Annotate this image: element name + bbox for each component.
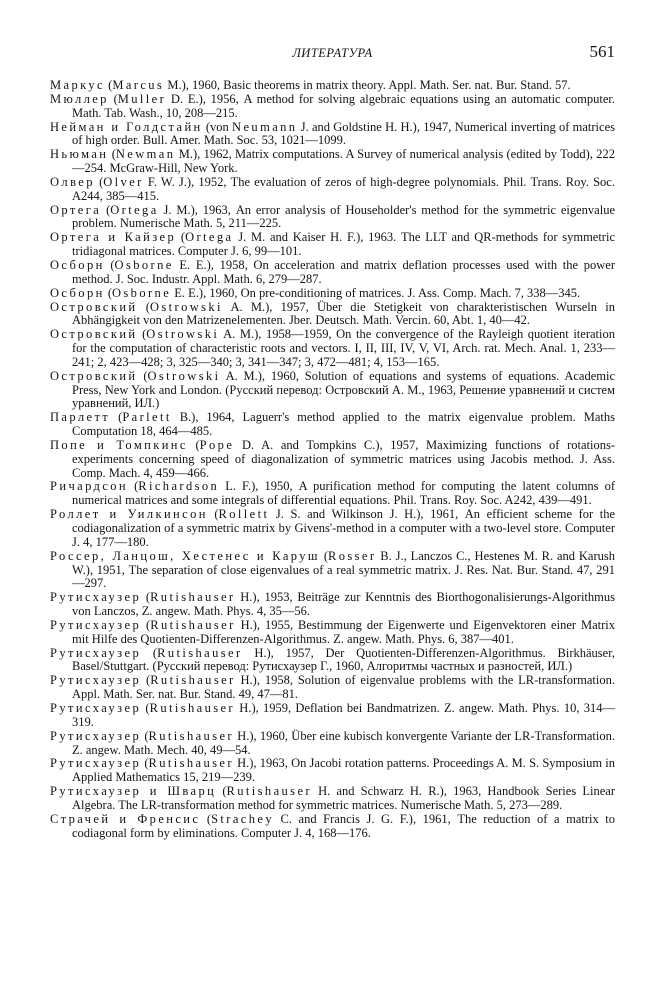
reference-entry bbox=[50, 785, 615, 813]
reference-authors: Страчей и Френсис bbox=[50, 811, 201, 826]
reference-latin-name: Osborne bbox=[111, 285, 172, 300]
reference-latin-name: Rutishauser bbox=[150, 617, 236, 632]
reference-latin-name: Muller bbox=[117, 91, 167, 106]
reference-details: J. M. and Kaiser H. F.), 1963. The LLT and QR-methods for symmetric tridiagonal matrices. Computer J. 6, 99—101. bbox=[72, 230, 615, 259]
reference-entry bbox=[50, 121, 615, 149]
reference-lead: ( bbox=[187, 437, 200, 452]
reference-latin-name: Olver bbox=[103, 174, 144, 189]
reference-details: H.), 1959, Deflation bei Bandmatrizen. Z. angew. Math. Phys. 10, 314—319. bbox=[72, 700, 615, 729]
reference-latin-name: Rutishauser bbox=[150, 673, 236, 688]
reference-latin-name: Richardson bbox=[138, 479, 220, 494]
reference-authors: Рутисхаузер bbox=[50, 673, 142, 688]
reference-authors: Осборн bbox=[50, 285, 105, 300]
reference-entry bbox=[50, 550, 615, 592]
running-title: ЛИТЕРАТУРА bbox=[292, 46, 373, 60]
reference-entry bbox=[50, 301, 615, 329]
reference-entry bbox=[50, 328, 615, 370]
reference-entry bbox=[50, 480, 615, 508]
reference-lead: ( bbox=[207, 507, 219, 522]
reference-latin-name: Ostrowski bbox=[147, 368, 221, 383]
reference-authors: Рутисхаузер bbox=[50, 700, 142, 715]
reference-lead: ( bbox=[141, 756, 149, 771]
reference-lead: ( bbox=[101, 202, 111, 217]
reference-authors: Рутисхаузер и Шварц bbox=[50, 784, 217, 799]
reference-authors: Олвер bbox=[50, 174, 95, 189]
reference-lead: ( bbox=[104, 257, 115, 272]
reference-list bbox=[50, 79, 615, 840]
page-header bbox=[50, 42, 615, 66]
reference-latin-name: Rutishauser bbox=[226, 784, 312, 799]
page-number: 561 bbox=[589, 42, 615, 61]
reference-details: B. J., Lanczos C., Hestenes M. R. and Karush W.), 1951, The separation of close eigenvalues of a real symmetric matrix. J. Res. Nat. Bur. Stand. 47, 291—297. bbox=[72, 548, 615, 591]
reference-lead: ( bbox=[141, 617, 151, 632]
reference-authors: Ортега и Кайзер bbox=[50, 230, 177, 245]
reference-entry bbox=[50, 370, 615, 412]
reference-lead: ( bbox=[110, 410, 123, 425]
reference-lead: ( bbox=[176, 230, 186, 245]
reference-lead: ( bbox=[108, 91, 118, 106]
reference-authors: Рутисхаузер bbox=[50, 756, 142, 771]
reference-lead: (von bbox=[202, 119, 233, 134]
reference-latin-name: Strachey bbox=[211, 811, 274, 826]
reference-latin-name: Newman bbox=[115, 147, 176, 162]
reference-details: A. M.), 1957, Über die Stetigkeit von charakteristischen Wurseln in Abhängigkeit von den Matrizenelementen. Jber. Deutsch. Math. Vercin. 60, Abt. 1, 40—42. bbox=[72, 299, 615, 328]
reference-entry bbox=[50, 411, 615, 439]
reference-latin-name: Pope bbox=[199, 437, 235, 452]
reference-entry bbox=[50, 730, 615, 758]
reference-lead: ( bbox=[141, 590, 151, 605]
reference-entry bbox=[50, 813, 615, 841]
reference-details: H.), 1963, On Jacobi rotation patterns. Proceedings A. M. S. Symposium in Applied Mathematics 15, 219—239. bbox=[72, 756, 615, 785]
reference-lead: ( bbox=[141, 645, 158, 660]
reference-details: H.), 1958, Solution of eigenvalue problems with the LR-transformation. Appl. Math. Ser. nat. Bur. Stand. 49, 47—81. bbox=[72, 673, 615, 702]
reference-latin-name: Rutishauser bbox=[149, 700, 235, 715]
reference-lead: ( bbox=[216, 784, 227, 799]
reference-details: H. and Schwarz H. R.), 1963, Handbook Series Linear Algebra. The LR-transformation method for symmetric matrices. Numerische Math. 5, 273—289. bbox=[72, 784, 615, 812]
reference-lead: ( bbox=[108, 147, 116, 162]
reference-details: J. M.), 1963, An error analysis of Householder's method for the symmetric eigenvalue problem. Numerische Math. 5, 211—225. bbox=[72, 202, 615, 231]
reference-entry bbox=[50, 591, 615, 619]
reference-entry bbox=[50, 287, 615, 301]
reference-details: H.), 1953, Beiträge zur Kenntnis des Biorthogonalisierungs-Algorithmus von Lanczos, Z. angew. Math. Phys. 4, 35—56. bbox=[72, 590, 615, 619]
reference-details: H.), 1955, Bestimmung der Eigenwerte und Eigenvektoren einer Matrix mit Hilfe des Quotienten-Differenzen-Algorithmus. Z. angew. Math. Phys. 6, 387—401. bbox=[72, 617, 615, 646]
reference-entry bbox=[50, 702, 615, 730]
reference-entry bbox=[50, 439, 615, 481]
reference-details: E. E.), 1958, On acceleration and matrix deflation processes used with the power method. J. Soc. Industr. Appl. Math. 6, 279—287. bbox=[72, 257, 615, 286]
reference-latin-name: Ostrowski bbox=[149, 299, 223, 314]
reference-details: M.), 1960, Basic theorems in matrix theory. Appl. Math. Ser. nat. Bur. Stand. 57. bbox=[164, 78, 571, 92]
reference-details: L. F.), 1950, A purification method for computing the latent columns of numerical matrices and some integrals of differential equations. Phil. Trans. Roy. Soc. A242, 439—491. bbox=[72, 479, 615, 508]
reference-details: J. S. and Wilkinson J. H.), 1961, An efficient scheme for the codiagonalization of a symmetric matrix by Givens'-method in a computer with a two-level store. Computer J. 4, 177—180. bbox=[72, 507, 615, 549]
reference-authors: Островский bbox=[50, 299, 138, 314]
reference-lead: ( bbox=[141, 700, 150, 715]
reference-entry bbox=[50, 508, 615, 550]
reference-latin-name: Rutishauser bbox=[148, 728, 234, 743]
reference-lead: ( bbox=[94, 174, 104, 189]
reference-entry bbox=[50, 647, 615, 675]
reference-authors: Ричардсон bbox=[50, 479, 129, 494]
reference-details: B.), 1964, Laguerr's method applied to the matrix eigenvalue problem. Maths Computation 18, 464—485. bbox=[72, 410, 615, 439]
reference-entry bbox=[50, 231, 615, 259]
reference-authors: Попе и Томпкинс bbox=[50, 437, 188, 452]
reference-details: H.), 1960, Über eine kubisch konvergente Variante der LR-Transformation. Z. angew. Math. Mech. 40, 49—54. bbox=[72, 728, 615, 757]
reference-entry bbox=[50, 674, 615, 702]
reference-latin-name: Osborne bbox=[114, 257, 174, 272]
reference-latin-name: Rosser bbox=[327, 548, 377, 563]
reference-lead: ( bbox=[141, 673, 151, 688]
reference-details: E. E.), 1960, On pre-conditioning of matrices. J. Ass. Comp. Mach. 7, 338—345. bbox=[171, 285, 581, 300]
reference-latin-name: Neumann bbox=[232, 119, 298, 134]
reference-latin-name: Rutishauser bbox=[157, 645, 243, 660]
reference-details: D. A. and Tompkins C.), 1957, Maximizing functions of rotations-experiments concerning speed of diagonalization of symmetric matrices using Jacobis method. J. Ass. Comp. Mach. 4, 459—466. bbox=[72, 437, 615, 480]
reference-entry bbox=[50, 176, 615, 204]
reference-authors: Рутисхаузер bbox=[50, 590, 142, 605]
reference-authors: Рутисхаузер bbox=[50, 728, 142, 743]
reference-details: C. and Francis J. G. F.), 1961, The reduction of a matrix to codiagonal form by eliminations. Computer J. 4, 168—176. bbox=[72, 811, 615, 840]
reference-entry bbox=[50, 259, 615, 287]
reference-authors: Островский bbox=[50, 327, 138, 342]
reference-details: D. E.), 1956, A method for solving algebraic equations using an automatic computer. Math. Tab. Wash., 10, 208—215. bbox=[72, 91, 615, 120]
reference-details: J. and Goldstine H. H.), 1947, Numerical inverting of matrices of high order. Bull. Amer. Math. Soc. 53, 1021—1099. bbox=[72, 119, 615, 148]
reference-entry bbox=[50, 757, 615, 785]
reference-details: A. M.), 1958—1959, On the convergence of the Rayleigh quotient iteration for the computation of characteristic roots and vectors. I, II, III, IV, V, VI, Arch. rat. Mech. Anal. 1, 233—241; 2, 423—428; 3, 325—340; 3, 341—347; 3, 472—481; 4, 153—165. bbox=[72, 327, 615, 369]
reference-lead: ( bbox=[319, 548, 328, 563]
reference-authors: Островский bbox=[50, 368, 138, 383]
reference-details: A. M.), 1960, Solution of equations and systems of equations. Academic Press, New York and London. (Русский перевод: Островский А. М., 1963, Решение уравнений и систем уравнений, ИЛ.) bbox=[72, 368, 615, 411]
reference-latin-name: Ortega bbox=[185, 230, 234, 245]
reference-authors: Маркус bbox=[50, 78, 106, 92]
reference-authors: Рутисхаузер bbox=[50, 617, 142, 632]
reference-lead: ( bbox=[104, 285, 112, 300]
reference-latin-name: Rutishauser bbox=[150, 590, 236, 605]
reference-lead: ( bbox=[137, 299, 150, 314]
reference-latin-name: Rutishauser bbox=[148, 756, 234, 771]
reference-entry bbox=[50, 148, 615, 176]
reference-authors: Нейман и Голдстайн bbox=[50, 119, 203, 134]
reference-lead: ( bbox=[200, 811, 212, 826]
reference-authors: Мюллер bbox=[50, 91, 109, 106]
reference-entry bbox=[50, 619, 615, 647]
reference-authors: Ортега bbox=[50, 202, 102, 217]
reference-details: M.), 1962, Matrix computations. A Survey of numerical analysis (edited by Todd), 222—254. McGraw-Hill, New York. bbox=[72, 147, 615, 176]
reference-latin-name: Ortega bbox=[110, 202, 159, 217]
reference-lead: ( bbox=[137, 327, 147, 342]
reference-details: H.), 1957, Der Quotienten-Differenzen-Algorithmus. Birkhäuser, Basel/Stuttgart. (Русский перевод: Рутисхаузер Г., 1960, Алгоритмы частных и разностей, ИЛ.) bbox=[72, 645, 615, 674]
reference-latin-name: Ostrowski bbox=[146, 327, 220, 342]
reference-latin-name: Rollett bbox=[218, 507, 270, 522]
reference-authors: Россер, Ланцош, Хестенес и Каруш bbox=[50, 548, 320, 563]
reference-entry bbox=[50, 204, 615, 232]
reference-lead: ( bbox=[137, 368, 148, 383]
reference-authors: Рутисхаузер bbox=[50, 645, 142, 660]
reference-authors: Парлетт bbox=[50, 410, 111, 425]
reference-authors: Осборн bbox=[50, 257, 105, 272]
reference-authors: Ньюман bbox=[50, 147, 109, 162]
reference-details: F. W. J.), 1952, The evaluation of zeros of high-degree polynomials. Phil. Trans. Roy. Soc. A244, 385—415. bbox=[72, 174, 615, 203]
reference-latin-name: Parlett bbox=[122, 410, 172, 425]
reference-lead: ( bbox=[105, 78, 113, 92]
reference-lead: ( bbox=[128, 479, 139, 494]
reference-lead: ( bbox=[141, 728, 149, 743]
reference-latin-name: Marcus bbox=[112, 78, 165, 92]
reference-entry bbox=[50, 79, 615, 93]
reference-entry bbox=[50, 93, 615, 121]
reference-authors: Роллет и Уилкинсон bbox=[50, 507, 208, 522]
